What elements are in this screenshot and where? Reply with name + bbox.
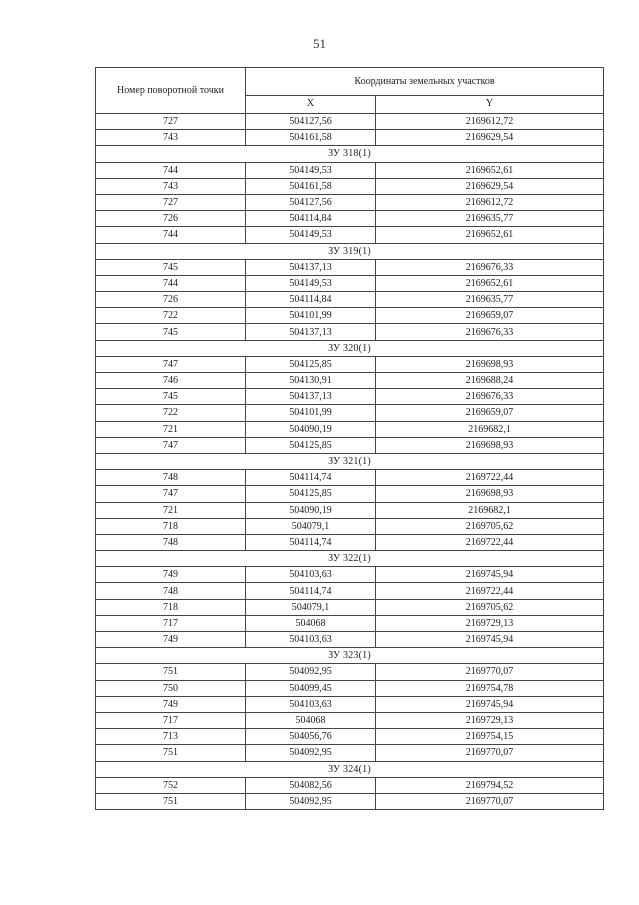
cell-x: 504103,63 bbox=[246, 567, 376, 583]
table-row bbox=[96, 211, 604, 227]
cell-x: 504101,99 bbox=[246, 405, 376, 421]
table-row bbox=[96, 275, 604, 291]
cell-point-number: 713 bbox=[96, 729, 246, 745]
table-row bbox=[96, 664, 604, 680]
cell-point-number: 751 bbox=[96, 664, 246, 680]
cell-x: 504137,13 bbox=[246, 389, 376, 405]
table-row bbox=[96, 259, 604, 275]
cell-point-number: 744 bbox=[96, 227, 246, 243]
cell-y: 2169612,72 bbox=[376, 194, 604, 210]
cell-y: 2169659,07 bbox=[376, 405, 604, 421]
table-row bbox=[96, 567, 604, 583]
cell-y: 2169629,54 bbox=[376, 178, 604, 194]
cell-x: 504114,74 bbox=[246, 470, 376, 486]
cell-x: 504103,63 bbox=[246, 632, 376, 648]
section-label: ЗУ 323(1) bbox=[96, 648, 604, 664]
cell-point-number: 718 bbox=[96, 518, 246, 534]
header-y: Y bbox=[376, 95, 604, 113]
cell-y: 2169794,52 bbox=[376, 777, 604, 793]
cell-x: 504161,58 bbox=[246, 178, 376, 194]
table-row bbox=[96, 308, 604, 324]
cell-x: 504068 bbox=[246, 712, 376, 728]
table-row bbox=[96, 583, 604, 599]
cell-point-number: 743 bbox=[96, 178, 246, 194]
table-row bbox=[96, 470, 604, 486]
table-row bbox=[96, 194, 604, 210]
cell-point-number: 727 bbox=[96, 114, 246, 130]
cell-y: 2169629,54 bbox=[376, 130, 604, 146]
cell-y: 2169652,61 bbox=[376, 162, 604, 178]
cell-x: 504130,91 bbox=[246, 373, 376, 389]
table-row bbox=[96, 405, 604, 421]
cell-y: 2169682,1 bbox=[376, 502, 604, 518]
table-row bbox=[96, 178, 604, 194]
cell-x: 504149,53 bbox=[246, 275, 376, 291]
cell-point-number: 718 bbox=[96, 599, 246, 615]
cell-point-number: 744 bbox=[96, 275, 246, 291]
cell-point-number: 748 bbox=[96, 583, 246, 599]
table-row bbox=[96, 615, 604, 631]
cell-y: 2169659,07 bbox=[376, 308, 604, 324]
header-x: X bbox=[246, 95, 376, 113]
table-row bbox=[96, 518, 604, 534]
cell-x: 504149,53 bbox=[246, 162, 376, 178]
table-row bbox=[96, 696, 604, 712]
cell-x: 504079,1 bbox=[246, 518, 376, 534]
cell-x: 504125,85 bbox=[246, 486, 376, 502]
table-row bbox=[96, 712, 604, 728]
table-row bbox=[96, 745, 604, 761]
section-label: ЗУ 318(1) bbox=[96, 146, 604, 162]
cell-y: 2169682,1 bbox=[376, 421, 604, 437]
section-label: ЗУ 322(1) bbox=[96, 551, 604, 567]
cell-y: 2169652,61 bbox=[376, 227, 604, 243]
table-row bbox=[96, 729, 604, 745]
cell-point-number: 722 bbox=[96, 308, 246, 324]
cell-x: 504125,85 bbox=[246, 356, 376, 372]
cell-x: 504092,95 bbox=[246, 793, 376, 809]
cell-point-number: 743 bbox=[96, 130, 246, 146]
cell-point-number: 747 bbox=[96, 437, 246, 453]
cell-y: 2169770,07 bbox=[376, 793, 604, 809]
cell-x: 504082,56 bbox=[246, 777, 376, 793]
header-row bbox=[96, 68, 604, 96]
cell-point-number: 749 bbox=[96, 567, 246, 583]
table-row bbox=[96, 356, 604, 372]
cell-x: 504092,95 bbox=[246, 745, 376, 761]
cell-point-number: 747 bbox=[96, 356, 246, 372]
cell-y: 2169745,94 bbox=[376, 696, 604, 712]
cell-x: 504149,53 bbox=[246, 227, 376, 243]
cell-x: 504114,84 bbox=[246, 211, 376, 227]
cell-y: 2169745,94 bbox=[376, 632, 604, 648]
table-row bbox=[96, 793, 604, 809]
cell-y: 2169722,44 bbox=[376, 470, 604, 486]
cell-point-number: 745 bbox=[96, 324, 246, 340]
cell-point-number: 746 bbox=[96, 373, 246, 389]
table-row bbox=[96, 389, 604, 405]
cell-y: 2169705,62 bbox=[376, 599, 604, 615]
table-row bbox=[96, 632, 604, 648]
section-label: ЗУ 319(1) bbox=[96, 243, 604, 259]
cell-x: 504079,1 bbox=[246, 599, 376, 615]
section-row bbox=[96, 761, 604, 777]
cell-y: 2169612,72 bbox=[376, 114, 604, 130]
section-label: ЗУ 320(1) bbox=[96, 340, 604, 356]
cell-y: 2169698,93 bbox=[376, 356, 604, 372]
cell-point-number: 752 bbox=[96, 777, 246, 793]
cell-y: 2169676,33 bbox=[376, 389, 604, 405]
cell-x: 504090,19 bbox=[246, 502, 376, 518]
section-label: ЗУ 324(1) bbox=[96, 761, 604, 777]
cell-point-number: 748 bbox=[96, 534, 246, 550]
header-coordinates: Координаты земельных участков bbox=[246, 68, 604, 96]
section-row bbox=[96, 453, 604, 469]
cell-x: 504099,45 bbox=[246, 680, 376, 696]
cell-x: 504103,63 bbox=[246, 696, 376, 712]
table-row bbox=[96, 227, 604, 243]
cell-x: 504125,85 bbox=[246, 437, 376, 453]
cell-point-number: 751 bbox=[96, 793, 246, 809]
section-row bbox=[96, 648, 604, 664]
cell-point-number: 717 bbox=[96, 712, 246, 728]
cell-point-number: 721 bbox=[96, 421, 246, 437]
cell-x: 504090,19 bbox=[246, 421, 376, 437]
section-row bbox=[96, 551, 604, 567]
coordinates-table bbox=[95, 67, 604, 810]
cell-y: 2169688,24 bbox=[376, 373, 604, 389]
cell-y: 2169722,44 bbox=[376, 534, 604, 550]
cell-x: 504161,58 bbox=[246, 130, 376, 146]
table-row bbox=[96, 130, 604, 146]
cell-y: 2169729,13 bbox=[376, 712, 604, 728]
cell-x: 504127,56 bbox=[246, 114, 376, 130]
cell-x: 504114,74 bbox=[246, 534, 376, 550]
table-body bbox=[96, 114, 604, 810]
cell-y: 2169705,62 bbox=[376, 518, 604, 534]
cell-point-number: 721 bbox=[96, 502, 246, 518]
cell-point-number: 745 bbox=[96, 389, 246, 405]
cell-x: 504056,76 bbox=[246, 729, 376, 745]
table-row bbox=[96, 680, 604, 696]
table-row bbox=[96, 486, 604, 502]
cell-point-number: 748 bbox=[96, 470, 246, 486]
cell-point-number: 727 bbox=[96, 194, 246, 210]
cell-y: 2169770,07 bbox=[376, 745, 604, 761]
cell-y: 2169676,33 bbox=[376, 259, 604, 275]
section-row bbox=[96, 243, 604, 259]
cell-y: 2169698,93 bbox=[376, 486, 604, 502]
table-row bbox=[96, 324, 604, 340]
cell-y: 2169698,93 bbox=[376, 437, 604, 453]
table-row bbox=[96, 373, 604, 389]
header-point-number: Номер поворотной точки bbox=[96, 68, 246, 114]
cell-point-number: 750 bbox=[96, 680, 246, 696]
cell-y: 2169754,15 bbox=[376, 729, 604, 745]
cell-y: 2169635,77 bbox=[376, 211, 604, 227]
cell-point-number: 745 bbox=[96, 259, 246, 275]
table-row bbox=[96, 114, 604, 130]
cell-x: 504068 bbox=[246, 615, 376, 631]
cell-point-number: 717 bbox=[96, 615, 246, 631]
section-row bbox=[96, 340, 604, 356]
cell-x: 504114,74 bbox=[246, 583, 376, 599]
cell-x: 504092,95 bbox=[246, 664, 376, 680]
table-row bbox=[96, 437, 604, 453]
cell-point-number: 751 bbox=[96, 745, 246, 761]
cell-x: 504101,99 bbox=[246, 308, 376, 324]
cell-x: 504137,13 bbox=[246, 324, 376, 340]
table-row bbox=[96, 777, 604, 793]
cell-point-number: 726 bbox=[96, 211, 246, 227]
cell-y: 2169635,77 bbox=[376, 292, 604, 308]
cell-point-number: 749 bbox=[96, 632, 246, 648]
cell-x: 504114,84 bbox=[246, 292, 376, 308]
table-row bbox=[96, 502, 604, 518]
cell-y: 2169652,61 bbox=[376, 275, 604, 291]
section-label: ЗУ 321(1) bbox=[96, 453, 604, 469]
cell-point-number: 744 bbox=[96, 162, 246, 178]
cell-y: 2169754,78 bbox=[376, 680, 604, 696]
cell-point-number: 749 bbox=[96, 696, 246, 712]
section-row bbox=[96, 146, 604, 162]
table-row bbox=[96, 534, 604, 550]
cell-x: 504137,13 bbox=[246, 259, 376, 275]
table-row bbox=[96, 599, 604, 615]
cell-x: 504127,56 bbox=[246, 194, 376, 210]
table-row bbox=[96, 162, 604, 178]
cell-y: 2169722,44 bbox=[376, 583, 604, 599]
cell-y: 2169770,07 bbox=[376, 664, 604, 680]
cell-y: 2169729,13 bbox=[376, 615, 604, 631]
cell-point-number: 726 bbox=[96, 292, 246, 308]
table-row bbox=[96, 292, 604, 308]
page-number: 51 bbox=[313, 36, 326, 51]
table-row bbox=[96, 421, 604, 437]
cell-point-number: 722 bbox=[96, 405, 246, 421]
cell-point-number: 747 bbox=[96, 486, 246, 502]
cell-y: 2169745,94 bbox=[376, 567, 604, 583]
cell-y: 2169676,33 bbox=[376, 324, 604, 340]
